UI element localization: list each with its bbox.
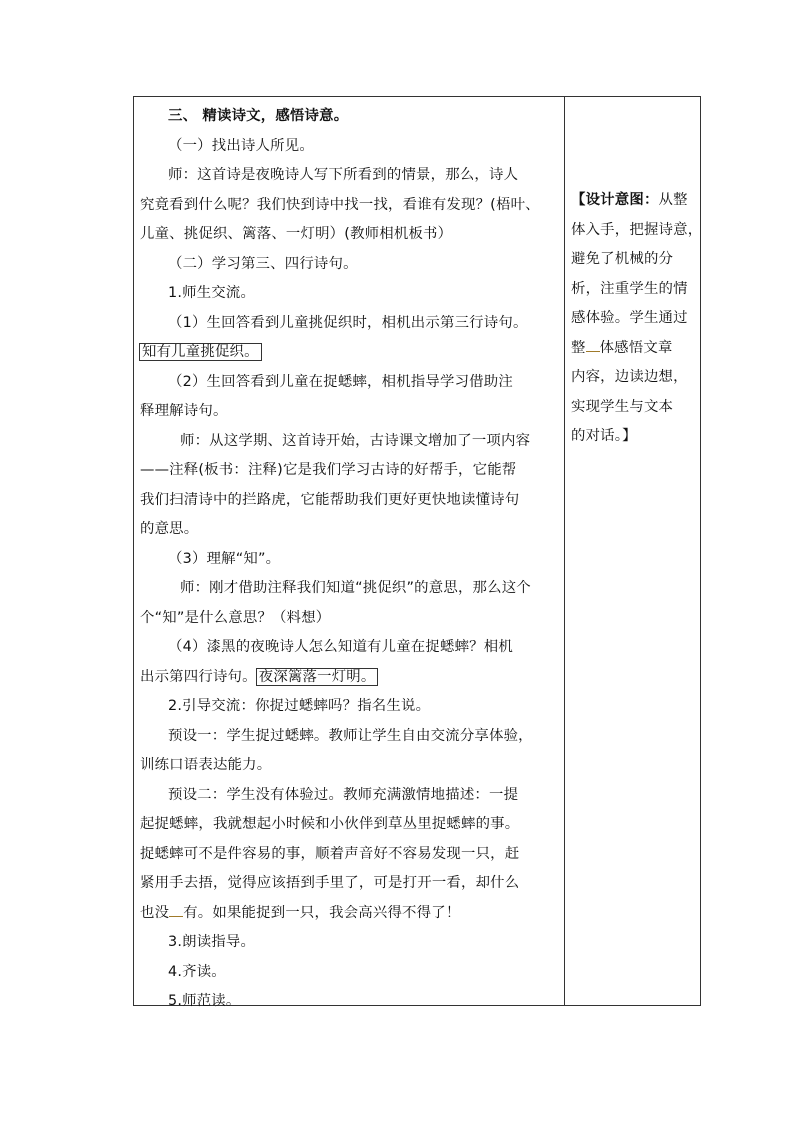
paragraph-line: 儿童、挑促织、篱落、一灯明）(教师相机板书） xyxy=(140,226,453,242)
paragraph-text: 出示第四行诗句。 xyxy=(140,668,257,685)
main-content-column xyxy=(140,102,560,1017)
paragraph-line: （3）理解“知”。 xyxy=(168,550,281,567)
paragraph-line: 我们扫清诗中的拦路虎，它能帮助我们更好更快地读懂诗句 xyxy=(140,491,520,508)
paragraph-line: 究竟看到什么呢？我们快到诗中找一找，看谁有发现？(梧叶、 xyxy=(140,196,540,213)
paragraph-line: 4.齐读。 xyxy=(168,963,226,980)
blank-underline xyxy=(586,335,600,352)
side-line: 体入手，把握诗意， xyxy=(571,221,703,238)
side-text: 从整 xyxy=(658,192,688,208)
paragraph-line: 3.朗读指导。 xyxy=(168,934,256,950)
column-divider xyxy=(564,97,565,1005)
side-line: 避免了机械的分 xyxy=(571,251,674,267)
paragraph-line: （二）学习第三、四行诗句。 xyxy=(168,255,358,272)
paragraph-line: 师：从这学期、这首诗开始，古诗课文增加了一项内容 xyxy=(180,432,531,449)
paragraph-line: 捉蟋蟀可不是件容易的事，顺着声音好不容易发现一只，赶 xyxy=(140,845,520,862)
paragraph-line: （一）找出诗人所见。 xyxy=(168,137,314,154)
paragraph-line: 训练口语表达能力。 xyxy=(140,757,272,773)
paragraph-line: 紧用手去捂，觉得应该捂到手里了，可是打开一看，却什么 xyxy=(140,875,520,891)
paragraph-line: 师：这首诗是夜晚诗人写下所看到的情景，那么，诗人 xyxy=(168,167,519,183)
lesson-plan-table xyxy=(133,96,703,1009)
side-line: 实现学生与文本 xyxy=(571,398,674,415)
side-line: 的对话。】 xyxy=(571,428,637,444)
side-line: 内容，边读边想， xyxy=(571,369,688,385)
side-text: 整 xyxy=(571,339,586,356)
paragraph-line: （1）生回答看到儿童挑促织时，相机出示第三行诗句。 xyxy=(168,314,528,331)
poem-line-4-box: 夜深篱落一灯明。 xyxy=(256,668,379,686)
section-heading: 三、 精读诗文，感悟诗意。 xyxy=(168,108,349,124)
blank-underline xyxy=(169,900,183,917)
side-line: 析，注重学生的情 xyxy=(571,280,688,297)
paragraph-text: 有。如果能捉到一只，我会高兴得不得了！ xyxy=(183,904,461,921)
side-line xyxy=(571,186,701,216)
paragraph-text: 也没 xyxy=(140,904,170,921)
side-text: 体感悟文章 xyxy=(599,339,673,356)
paragraph-line: 1.师生交流。 xyxy=(168,285,256,301)
paragraph-line xyxy=(140,338,560,368)
paragraph-line xyxy=(140,663,560,693)
paragraph-line xyxy=(140,899,560,929)
side-line xyxy=(571,334,701,364)
side-line: 感体验。学生通过 xyxy=(571,310,688,326)
paragraph-line: （2）生回答看到儿童在捉蟋蟀，相机指导学习借助注 xyxy=(168,373,513,390)
paragraph-line: 5.师范读。 xyxy=(168,993,241,1009)
paragraph-line: ——注释(板书：注释)它是我们学习古诗的好帮手，它能帮 xyxy=(140,462,517,478)
design-intent-column xyxy=(571,186,701,452)
paragraph-line: 起捉蟋蟀，我就想起小时候和小伙伴到草丛里捉蟋蟀的事。 xyxy=(140,816,520,832)
paragraph-line: （4）漆黑的夜晚诗人怎么知道有儿童在捉蟋蟀？相机 xyxy=(168,639,513,655)
paragraph-line: 2.引导交流：你捉过蟋蟀吗？指名生说。 xyxy=(168,698,431,714)
paragraph-line: 师：刚才借助注释我们知道“挑促织”的意思，那么这个 xyxy=(180,580,531,596)
paragraph-line: 的意思。 xyxy=(140,521,199,537)
paragraph-line: 释理解诗句。 xyxy=(140,403,228,419)
design-label: 【设计意图： xyxy=(571,192,659,208)
paragraph-line: 个“知”是什么意思？（料想） xyxy=(140,609,331,626)
paragraph-line: 预设二：学生没有体验过。教师充满激情地描述：一提 xyxy=(168,786,519,803)
paragraph-line: 预设一：学生捉过蟋蟀。教师让学生自由交流分享体验， xyxy=(168,727,533,744)
poem-line-3-box: 知有儿童挑促织。 xyxy=(139,343,262,361)
